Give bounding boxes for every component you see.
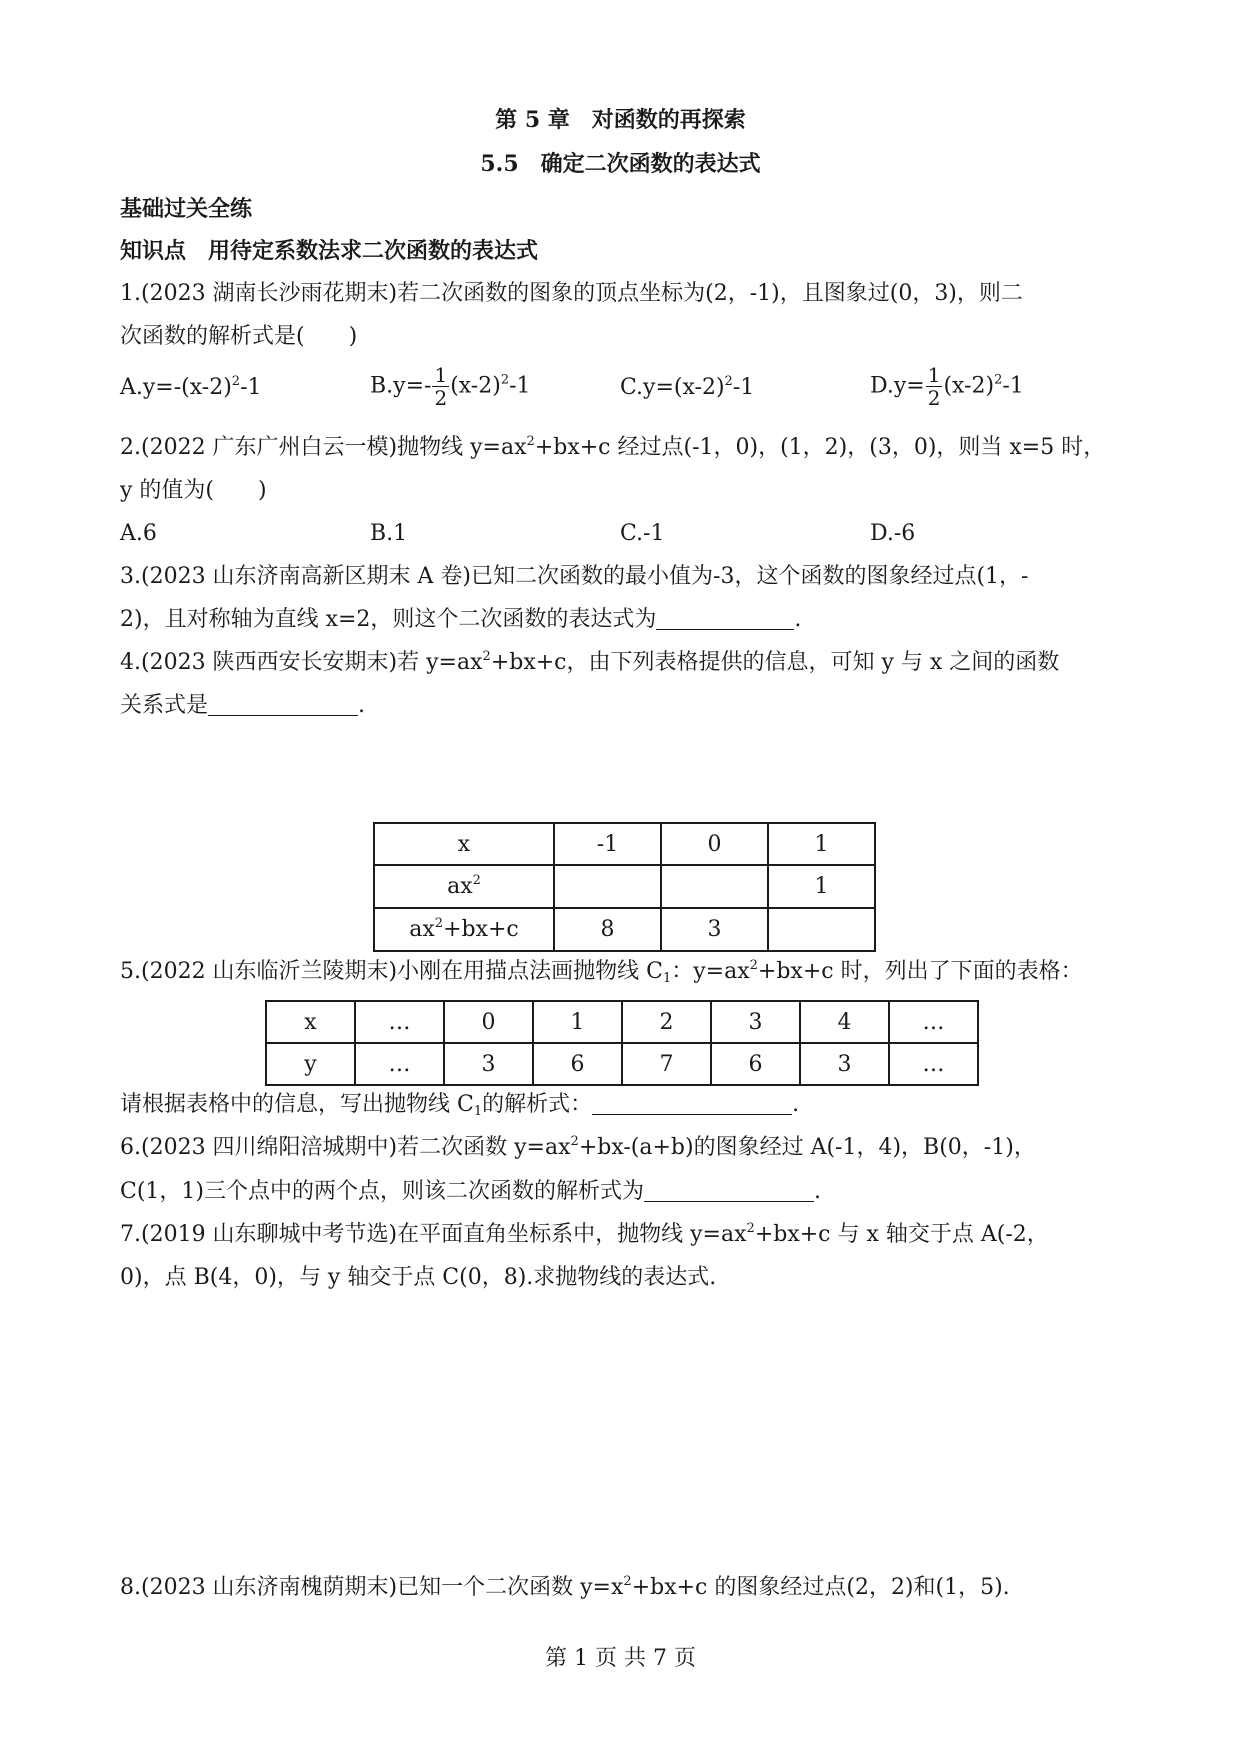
q1-option-d: D.y= $\frac{1}{2}$ $(x-2)^2-1$ <box>870 363 1024 410</box>
table-cell: 0 <box>444 1001 533 1043</box>
q8-stem-line1: 8.(2023 山东济南槐荫期末)已知一个二次函数 $y=x^2+bx+c$ 的图象经过点(2，2)和(1，5). <box>120 1574 1010 1600</box>
q4-table <box>373 822 876 952</box>
table-cell: … <box>355 1043 444 1085</box>
q4-stem-line1: 4.(2023 陕西西安长安期末)若 $y=ax^2+bx+c$，由下列表格提供的信息，可知 y 与 x 之间的函数 <box>120 649 1060 675</box>
table-cell: -1 <box>554 823 661 865</box>
table-cell: 2 <box>622 1001 711 1043</box>
table-cell: 3 <box>711 1001 800 1043</box>
answer-blank <box>208 693 358 716</box>
table-cell: 7 <box>622 1043 711 1085</box>
fraction: $\frac{1}{2}$ <box>434 363 448 410</box>
q1-stem-line2: 次函数的解析式是( ) <box>120 324 358 349</box>
q2-option-d: D.-6 <box>870 521 916 546</box>
table-cell: 3 <box>661 908 768 951</box>
page-footer: 第 1 页 共 7 页 <box>545 1646 696 1671</box>
q2-option-c: C.-1 <box>620 521 665 546</box>
answer-blank <box>644 1179 814 1202</box>
table-cell: 3 <box>444 1043 533 1085</box>
q6-stem-line2: C(1，1)三个点中的两个点，则该二次函数的解析式为 . <box>120 1179 821 1204</box>
table-cell: x <box>266 1001 355 1043</box>
table-cell: 6 <box>711 1043 800 1085</box>
chapter-title: 第 5 章 对函数的再探索 <box>495 107 746 133</box>
table-cell: … <box>355 1001 444 1043</box>
knowledge-point-heading: 知识点 用待定系数法求二次函数的表达式 <box>120 238 539 264</box>
table-cell: x <box>374 823 554 865</box>
table-cell: … <box>889 1001 978 1043</box>
table-cell: $ax^2$ <box>374 865 554 908</box>
q2-option-a: A.6 <box>120 521 157 546</box>
table-cell: 0 <box>661 823 768 865</box>
table-cell: 8 <box>554 908 661 951</box>
q5-stem-line1: 5.(2022 山东临沂兰陵期末)小刚在用描点法画抛物线 $C_1$：$y=ax^2+bx+c$ 时，列出了下面的表格： <box>120 958 1083 986</box>
table-cell: 1 <box>768 823 875 865</box>
q5-stem-line2: 请根据表格中的信息，写出抛物线 $C_1$的解析式： . <box>120 1092 800 1119</box>
q2-option-b: B.1 <box>370 521 408 546</box>
answer-blank <box>592 1092 792 1115</box>
section-title: 5.5 确定二次函数的表达式 <box>480 151 761 177</box>
q2-stem-line2: y 的值为( ) <box>120 478 267 503</box>
table-cell <box>768 908 875 951</box>
q1-option-c: $C.y=(x-2)^2-1$ <box>620 374 755 400</box>
fraction: $\frac{1}{2}$ <box>927 363 941 410</box>
table-cell <box>661 865 768 908</box>
q2-stem-line1: 2.(2022 广东广州白云一模)抛物线 $y=ax^2+bx+c$ 经过点(-1，0)，(1，2)，(3，0)，则当 x=5 时， <box>120 434 1106 460</box>
table-cell: y <box>266 1043 355 1085</box>
q3-stem-line2: 2)，且对称轴为直线 x=2，则这个二次函数的表达式为 . <box>120 607 802 632</box>
q6-stem-line1: 6.(2023 四川绵阳涪城期中)若二次函数 $y=ax^2+bx-(a+b)$的图象经过 A(-1，4)，B(0，-1)， <box>120 1134 1036 1160</box>
table-cell: 1 <box>533 1001 622 1043</box>
q7-stem-line2: 0)，点 B(4，0)，与 y 轴交于点 C(0，8).求抛物线的表达式. <box>120 1265 717 1290</box>
table-cell: $ax^2+bx+c$ <box>374 908 554 951</box>
q7-stem-line1: 7.(2019 山东聊城中考节选)在平面直角坐标系中，抛物线 $y=ax^2+bx+c$ 与 x 轴交于点 A(-2， <box>120 1221 1049 1247</box>
q1-stem-line1: 1.(2023 湖南长沙雨花期末)若二次函数的图象的顶点坐标为(2，-1)，且图象过(0，3)，则二 <box>120 281 1023 306</box>
answer-blank <box>656 607 794 630</box>
q4-stem-line2: 关系式是 . <box>120 693 366 718</box>
q5-table <box>265 1000 979 1086</box>
part-title: 基础过关全练 <box>120 196 253 222</box>
table-cell <box>554 865 661 908</box>
table-cell: 3 <box>800 1043 889 1085</box>
table-cell: 4 <box>800 1001 889 1043</box>
table-cell: … <box>889 1043 978 1085</box>
q1-option-b: B.y=- $\frac{1}{2}$ $(x-2)^2-1$ <box>370 363 531 410</box>
table-cell: 1 <box>768 865 875 908</box>
q3-stem-line1: 3.(2023 山东济南高新区期末 A 卷)已知二次函数的最小值为-3，这个函数的图象经过点(1，- <box>120 564 1029 589</box>
q1-option-a: $A.y=-(x-2)^2-1$ <box>120 374 262 400</box>
table-cell: 6 <box>533 1043 622 1085</box>
